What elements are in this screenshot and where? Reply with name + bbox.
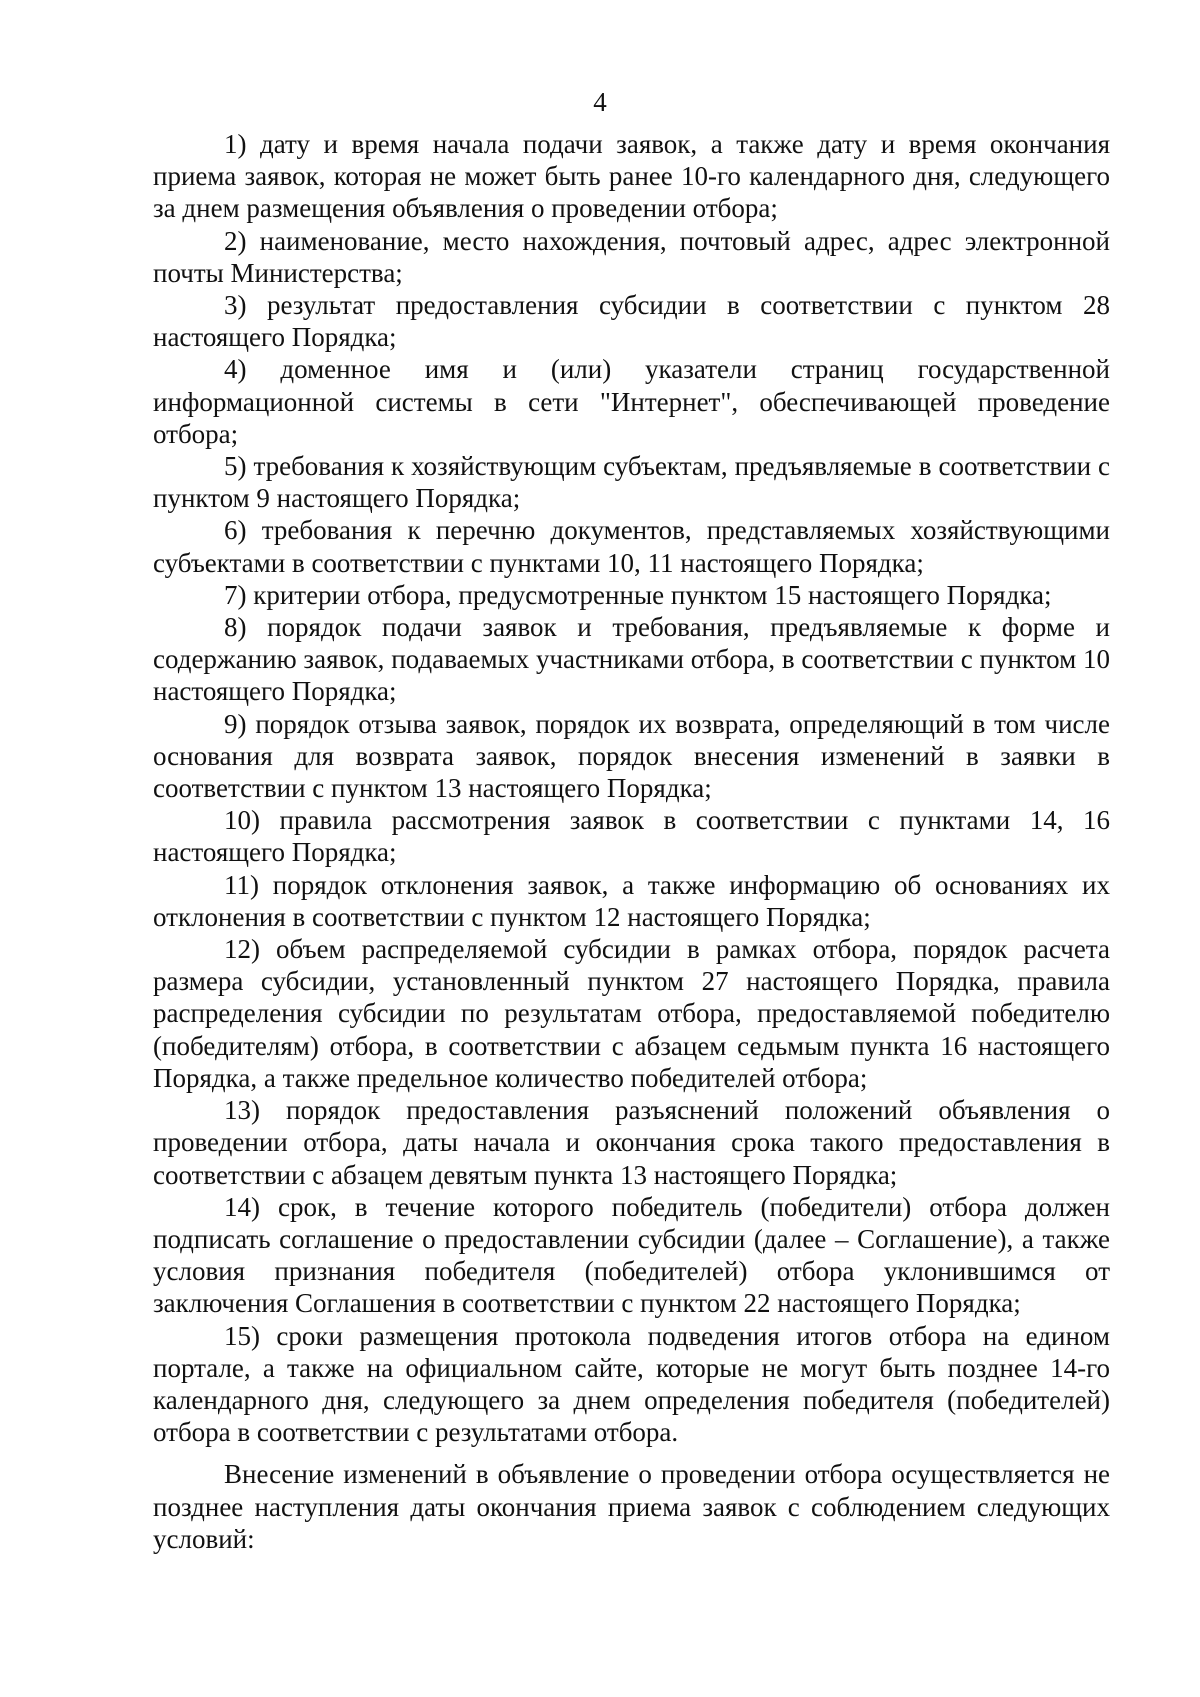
list-item-11: 11) порядок отклонения заявок, а также информацию об основаниях их отклонения в соответствии с пунктом 12 настоящего Порядка; — [153, 869, 1110, 932]
list-item-7: 7) критерии отбора, предусмотренные пунктом 15 настоящего Порядка; — [224, 579, 1052, 610]
document-body — [153, 128, 1110, 1555]
closing-paragraph: Внесение изменений в объявление о проведении отбора осуществляется не позднее наступления даты окончания приема заявок с соблюдением следующих условий: — [153, 1459, 1110, 1554]
list-item-13: 13) порядок предоставления разъяснений положений объявления о проведении отбора, даты начала и окончания срока такого предоставления в соответствии с абзацем девятым пункта 13 настоящего Порядка; — [153, 1095, 1110, 1190]
list-item-6: 6) требования к перечню документов, представляемых хозяйствующими субъектами в соответствии с пунктами 10, 11 настоящего Порядка; — [153, 515, 1110, 578]
list-item-1: 1) дату и время начала подачи заявок, а также дату и время окончания приема заявок, которая не может быть ранее 10-го календарного дня, следующего за днем размещения объявления о проведении отбора; — [153, 129, 1110, 224]
list-item-8: 8) порядок подачи заявок и требования, предъявляемые к форме и содержанию заявок, подаваемых участниками отбора, в соответствии с пунктом 10 настоящего Порядка; — [153, 612, 1110, 707]
list-item-4: 4) доменное имя и (или) указатели страниц государственной информационной системы в сети "Интернет", обеспечивающей проведение отбора; — [153, 354, 1110, 449]
list-item-10: 10) правила рассмотрения заявок в соответствии с пунктами 14, 16 настоящего Порядка; — [153, 805, 1110, 868]
list-item-9: 9) порядок отзыва заявок, порядок их возврата, определяющий в том числе основания для возврата заявок, порядок внесения изменений в заявки в соответствии с пунктом 13 настоящего Порядка; — [153, 708, 1110, 804]
list-item-15: 15) сроки размещения протокола подведения итогов отбора на едином портале, а также на официальном сайте, которые не могут быть позднее 14-го календарного дня, следующего за днем определения победителя (победителей) отбора в соответствии с результатами отбора. — [153, 1320, 1110, 1448]
list-item-2: 2) наименование, место нахождения, почтовый адрес, адрес электронной почты Министерства; — [153, 225, 1110, 288]
list-item-12: 12) объем распределяемой субсидии в рамках отбора, порядок расчета размера субсидии, установленный пунктом 27 настоящего Порядка, правила распределения субсидии по результатам отбора, предоставляемой победителю (победителям) отбора, в соответствии с абзацем седьмым пункта 16 настоящего Порядка, а также предельное количество победителей отбора; — [153, 934, 1110, 1093]
page-number: 4 — [593, 87, 607, 117]
list-item-14: 14) срок, в течение которого победитель (победители) отбора должен подписать соглашение о предоставлении субсидии (далее – Соглашение), а также условия признания победителя (победителей) отбора уклонившимся от заключения Соглашения в соответствии с пунктом 22 настоящего Порядка; — [153, 1191, 1110, 1319]
list-item-3: 3) результат предоставления субсидии в соответствии с пунктом 28 настоящего Порядка; — [153, 290, 1110, 353]
list-item-5: 5) требования к хозяйствующим субъектам, предъявляемые в соответствии с пунктом 9 настоящего Порядка; — [153, 451, 1110, 514]
